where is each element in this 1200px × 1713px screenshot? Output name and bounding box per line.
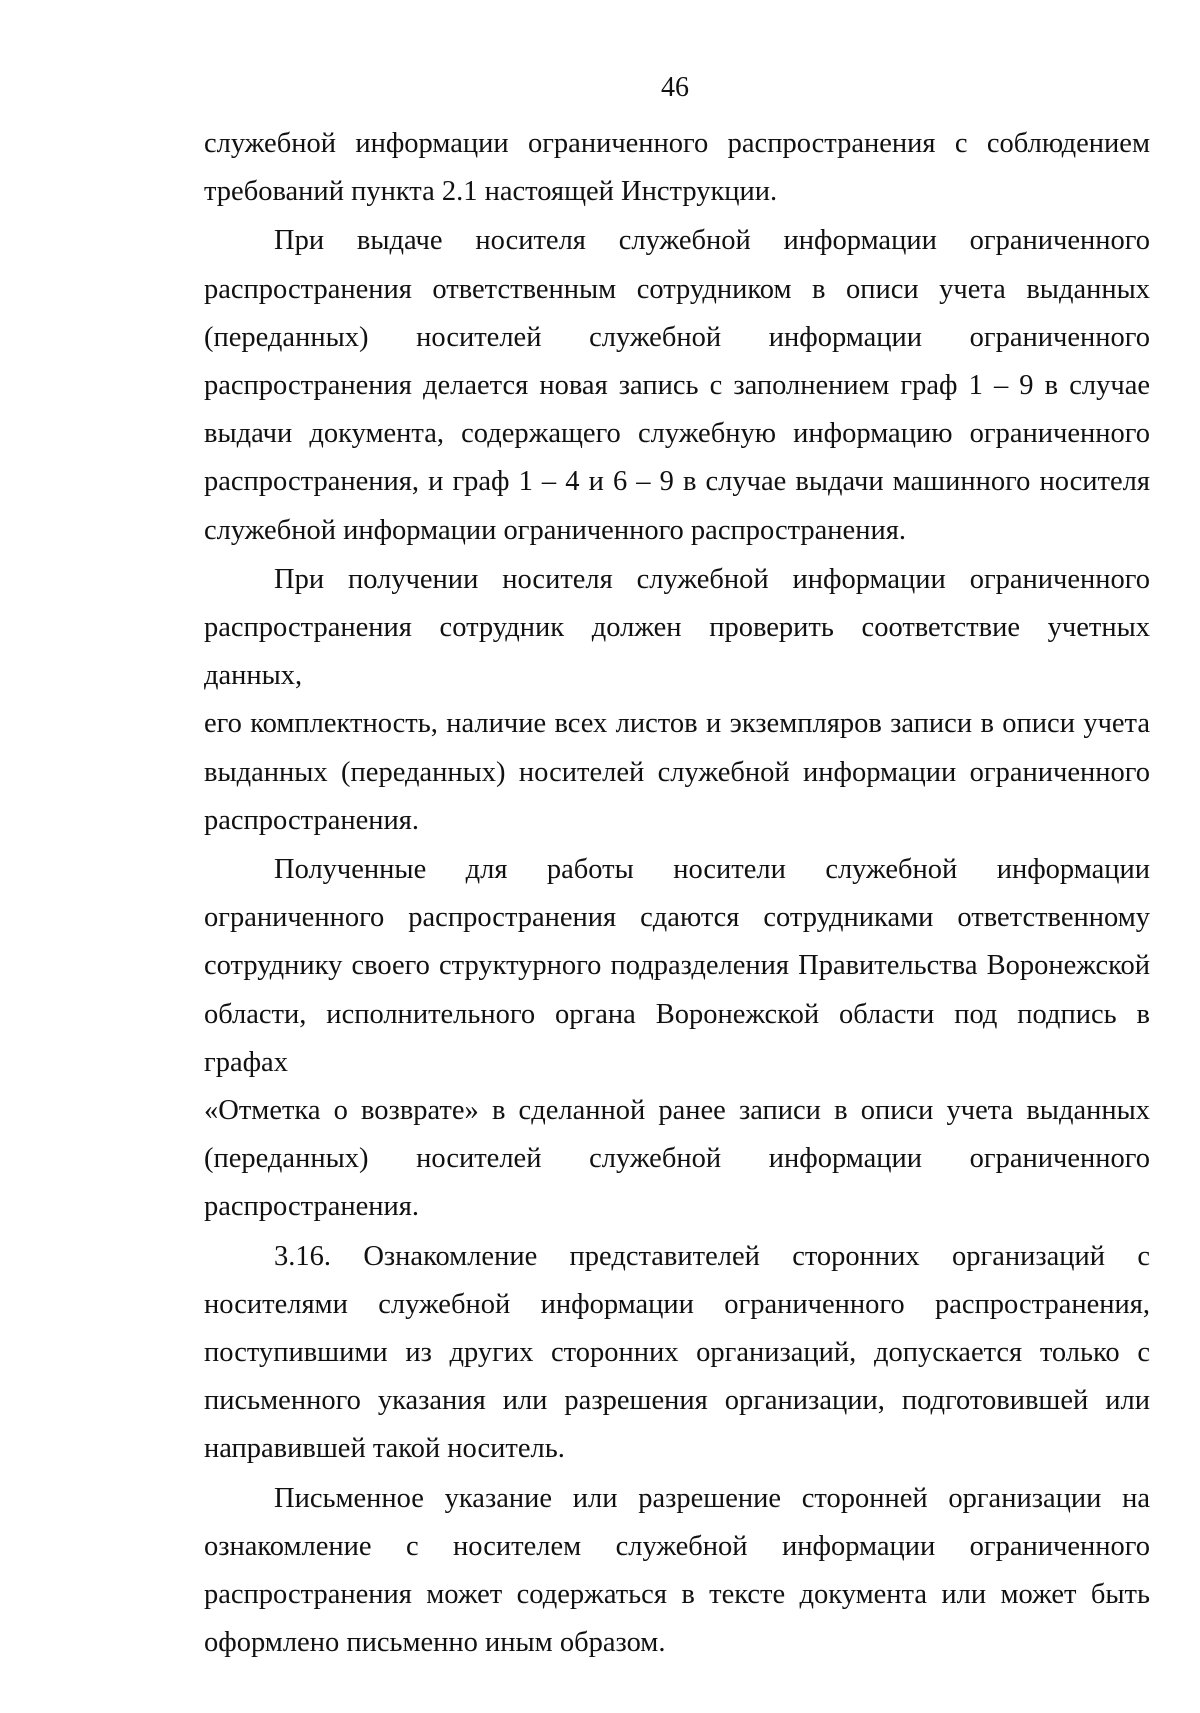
text-line: ограниченного распространения сдаются сотрудниками ответственному xyxy=(204,902,1150,934)
text-line: распространения сотрудник должен проверить соответствие учетных данных, xyxy=(204,612,1150,692)
text-line: (переданных) носителей служебной информации ограниченного xyxy=(204,321,1150,353)
text-line: поступившими из других сторонних организаций, допускается только с xyxy=(204,1337,1150,1369)
text-line: служебной информации ограниченного распространения. xyxy=(204,514,906,546)
text-line: 3.16. Ознакомление представителей сторонних организаций с xyxy=(274,1240,1150,1272)
text-line: выданных (переданных) носителей служебной информации ограниченного xyxy=(204,756,1150,788)
text-line: оформлено письменно иным образом. xyxy=(204,1627,666,1659)
text-line: служебной информации ограниченного распространения с соблюдением xyxy=(204,128,1150,159)
text-line: распространения может содержаться в тексте документа или может быть xyxy=(204,1579,1150,1611)
text-line: сотруднику своего структурного подразделения Правительства Воронежской xyxy=(204,950,1150,982)
paragraph xyxy=(204,217,1150,554)
paragraph xyxy=(204,1475,1150,1668)
text-line: выдачи документа, содержащего служебную информацию ограниченного xyxy=(204,418,1150,450)
text-line: ознакомление с носителем служебной информации ограниченного xyxy=(204,1530,1150,1562)
text-line: Письменное указание или разрешение сторонней организации на xyxy=(274,1482,1150,1514)
text-line: Полученные для работы носители служебной информации xyxy=(274,854,1150,886)
text-line: письменного указания или разрешения организации, подготовившей или xyxy=(204,1385,1150,1417)
text-line: направившей такой носитель. xyxy=(204,1433,565,1465)
text-line: «Отметка о возврате» в сделанной ранее записи в описи учета выданных xyxy=(204,1095,1150,1127)
text-line: (переданных) носителей служебной информации ограниченного xyxy=(204,1143,1150,1175)
text-line: распространения делается новая запись с заполнением граф 1 – 9 в случае xyxy=(204,370,1150,402)
text-line: области, исполнительного органа Воронежской области под подпись в графах xyxy=(204,998,1150,1078)
text-line: При выдаче носителя служебной информации ограниченного xyxy=(274,225,1150,257)
paragraph xyxy=(204,1233,1150,1474)
text-line: его комплектность, наличие всех листов и экземпляров записи в описи учета xyxy=(204,708,1150,740)
paragraph xyxy=(204,120,1150,216)
text-line: распространения. xyxy=(204,804,420,836)
text-line: носителями служебной информации ограниченного распространения, xyxy=(204,1288,1150,1320)
text-line: распространения ответственным сотрудником в описи учета выданных xyxy=(204,273,1150,305)
paragraph xyxy=(204,846,1150,1232)
text-line: распространения. xyxy=(204,1191,420,1223)
text-line: распространения, и граф 1 – 4 и 6 – 9 в случае выдачи машинного носителя xyxy=(204,466,1150,498)
paragraph xyxy=(204,556,1150,845)
text-line: При получении носителя служебной информации ограниченного xyxy=(274,563,1150,595)
document-body xyxy=(204,120,1150,1668)
page-number: 46 xyxy=(661,72,689,103)
text-line: требований пункта 2.1 настоящей Инструкции. xyxy=(204,176,778,208)
